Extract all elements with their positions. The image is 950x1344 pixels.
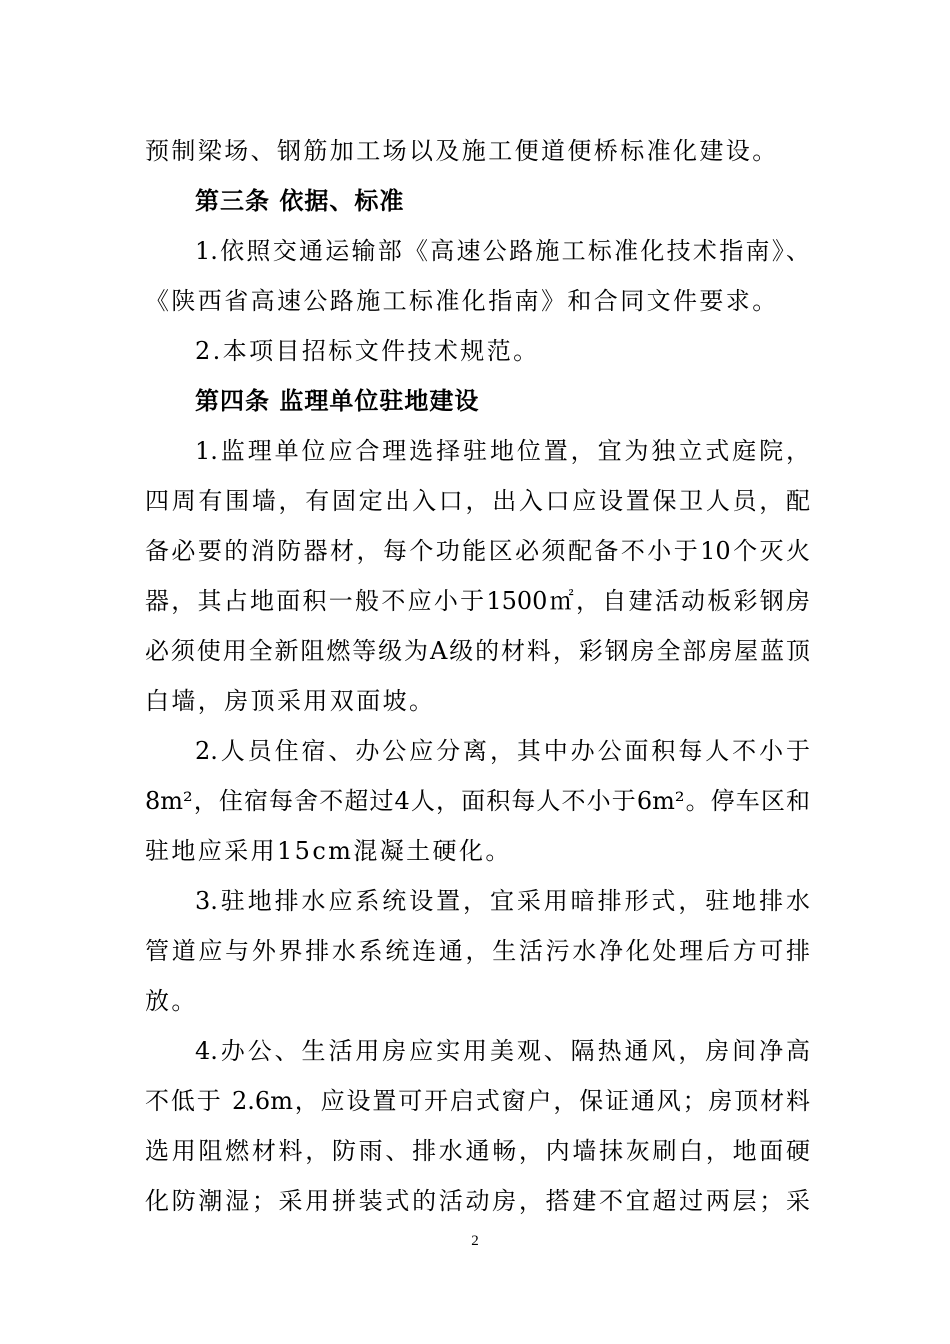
- section-heading: 第三条 依据、标准: [195, 187, 405, 215]
- text-line: 2.人员住宿、办公应分离，其中办公面积每人不小于: [195, 737, 810, 765]
- text-line: 1.监理单位应合理选择驻地位置，宜为独立式庭院，: [195, 437, 810, 465]
- text-line: 预制梁场、钢筋加工场以及施工便道便桥标准化建设。: [145, 137, 779, 165]
- text-line: 白墙，房顶采用双面坡。: [145, 687, 436, 715]
- text-line: 不低于 2.6m，应设置可开启式窗户，保证通风；房顶材料: [145, 1087, 810, 1115]
- text-line: 驻地应采用15cm混凝土硬化。: [145, 837, 512, 865]
- text-line: 备必要的消防器材，每个功能区必须配备不小于10个灭火: [145, 537, 810, 565]
- text-line: 器，其占地面积一般不应小于1500㎡，自建活动板彩钢房: [145, 587, 810, 615]
- text-line: 选用阻燃材料，防雨、排水通畅，内墙抹灰刷白，地面硬: [145, 1137, 810, 1165]
- text-line: 化防潮湿；采用拼装式的活动房，搭建不宜超过两层；采: [145, 1187, 810, 1215]
- text-line: 放。: [145, 987, 198, 1015]
- page-number: 2: [471, 1233, 479, 1249]
- text-line: 3.驻地排水应系统设置，宜采用暗排形式，驻地排水: [195, 887, 810, 915]
- text-line: 管道应与外界排水系统连通，生活污水净化处理后方可排: [145, 937, 810, 965]
- text-line: 必须使用全新阻燃等级为A级的材料，彩钢房全部房屋蓝顶: [145, 637, 810, 665]
- text-line: 8m²，住宿每舍不超过4人，面积每人不小于6m²。停车区和: [145, 787, 810, 815]
- section-heading: 第四条 监理单位驻地建设: [195, 387, 480, 415]
- text-line: 2.本项目招标文件技术规范。: [195, 337, 540, 365]
- text-line: 《陕西省高速公路施工标准化指南》和合同文件要求。: [145, 287, 779, 315]
- text-line: 1.依照交通运输部《高速公路施工标准化技术指南》、: [195, 237, 810, 265]
- text-line: 4.办公、生活用房应实用美观、隔热通风，房间净高: [195, 1037, 810, 1065]
- text-line: 四周有围墙，有固定出入口，出入口应设置保卫人员，配: [145, 487, 810, 515]
